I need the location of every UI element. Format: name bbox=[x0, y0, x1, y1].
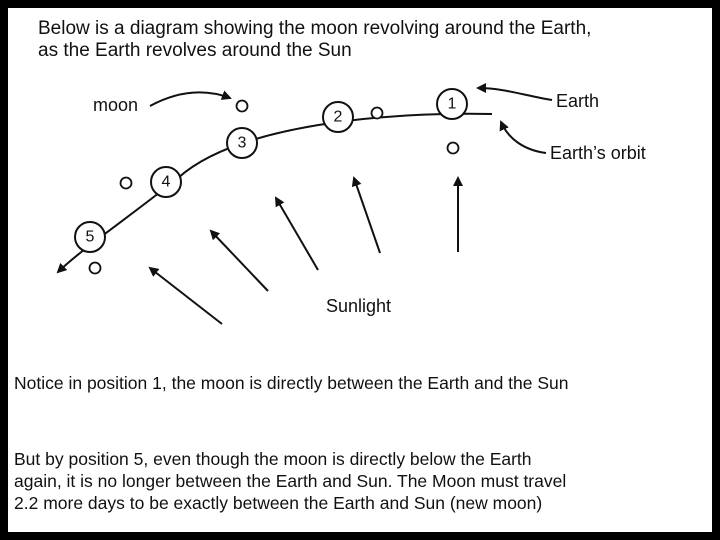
intro-line-2: as the Earth revolves around the Sun bbox=[38, 40, 352, 61]
earths-orbit-label: Earth’s orbit bbox=[550, 143, 646, 163]
sunlight-arrow-3 bbox=[276, 198, 318, 270]
position-2-number: 2 bbox=[333, 108, 343, 126]
position-3-number: 3 bbox=[237, 134, 247, 152]
sunlight-label: Sunlight bbox=[326, 296, 392, 316]
page bbox=[8, 8, 712, 532]
earth-label: Earth bbox=[556, 91, 600, 111]
earth-position-2 bbox=[323, 102, 353, 132]
moon-label: moon bbox=[93, 95, 139, 115]
moon-near-position-2 bbox=[372, 108, 383, 119]
sunlight-arrow-2 bbox=[354, 178, 380, 253]
note-position-5 bbox=[14, 448, 566, 514]
sunlight-arrow-5 bbox=[150, 268, 222, 324]
position-4-number: 4 bbox=[161, 173, 171, 191]
earth-position-5 bbox=[75, 222, 105, 252]
moon-near-position-4 bbox=[121, 178, 132, 189]
moon-near-position-3 bbox=[237, 101, 248, 112]
intro-line-1: Below is a diagram showing the moon revolving around the Earth, bbox=[38, 18, 592, 39]
earth-position-1 bbox=[437, 89, 467, 119]
earth-position-3 bbox=[227, 128, 257, 158]
earth-orbit-path bbox=[58, 114, 492, 272]
note-line-1: But by position 5, even though the moon is directly below the Earth bbox=[14, 449, 532, 469]
earth-pointer-arrow bbox=[478, 88, 552, 100]
moon-pointer-arrow bbox=[150, 92, 230, 106]
note-line-3: 2.2 more days to be exactly between the Earth and Sun (new moon) bbox=[14, 493, 543, 513]
earth-position-4 bbox=[151, 167, 181, 197]
position-1-number: 1 bbox=[447, 95, 457, 113]
note-line-2: again, it is no longer between the Earth and Sun. The Moon must travel bbox=[14, 471, 567, 491]
moon-near-position-1 bbox=[448, 143, 459, 154]
note-position-1: Notice in position 1, the moon is directly between the Earth and the Sun bbox=[14, 373, 569, 393]
earths-orbit-pointer-arrow bbox=[501, 122, 546, 153]
moon-near-position-5 bbox=[90, 263, 101, 274]
position-5-number: 5 bbox=[85, 228, 95, 246]
sunlight-arrow-4 bbox=[211, 231, 268, 291]
